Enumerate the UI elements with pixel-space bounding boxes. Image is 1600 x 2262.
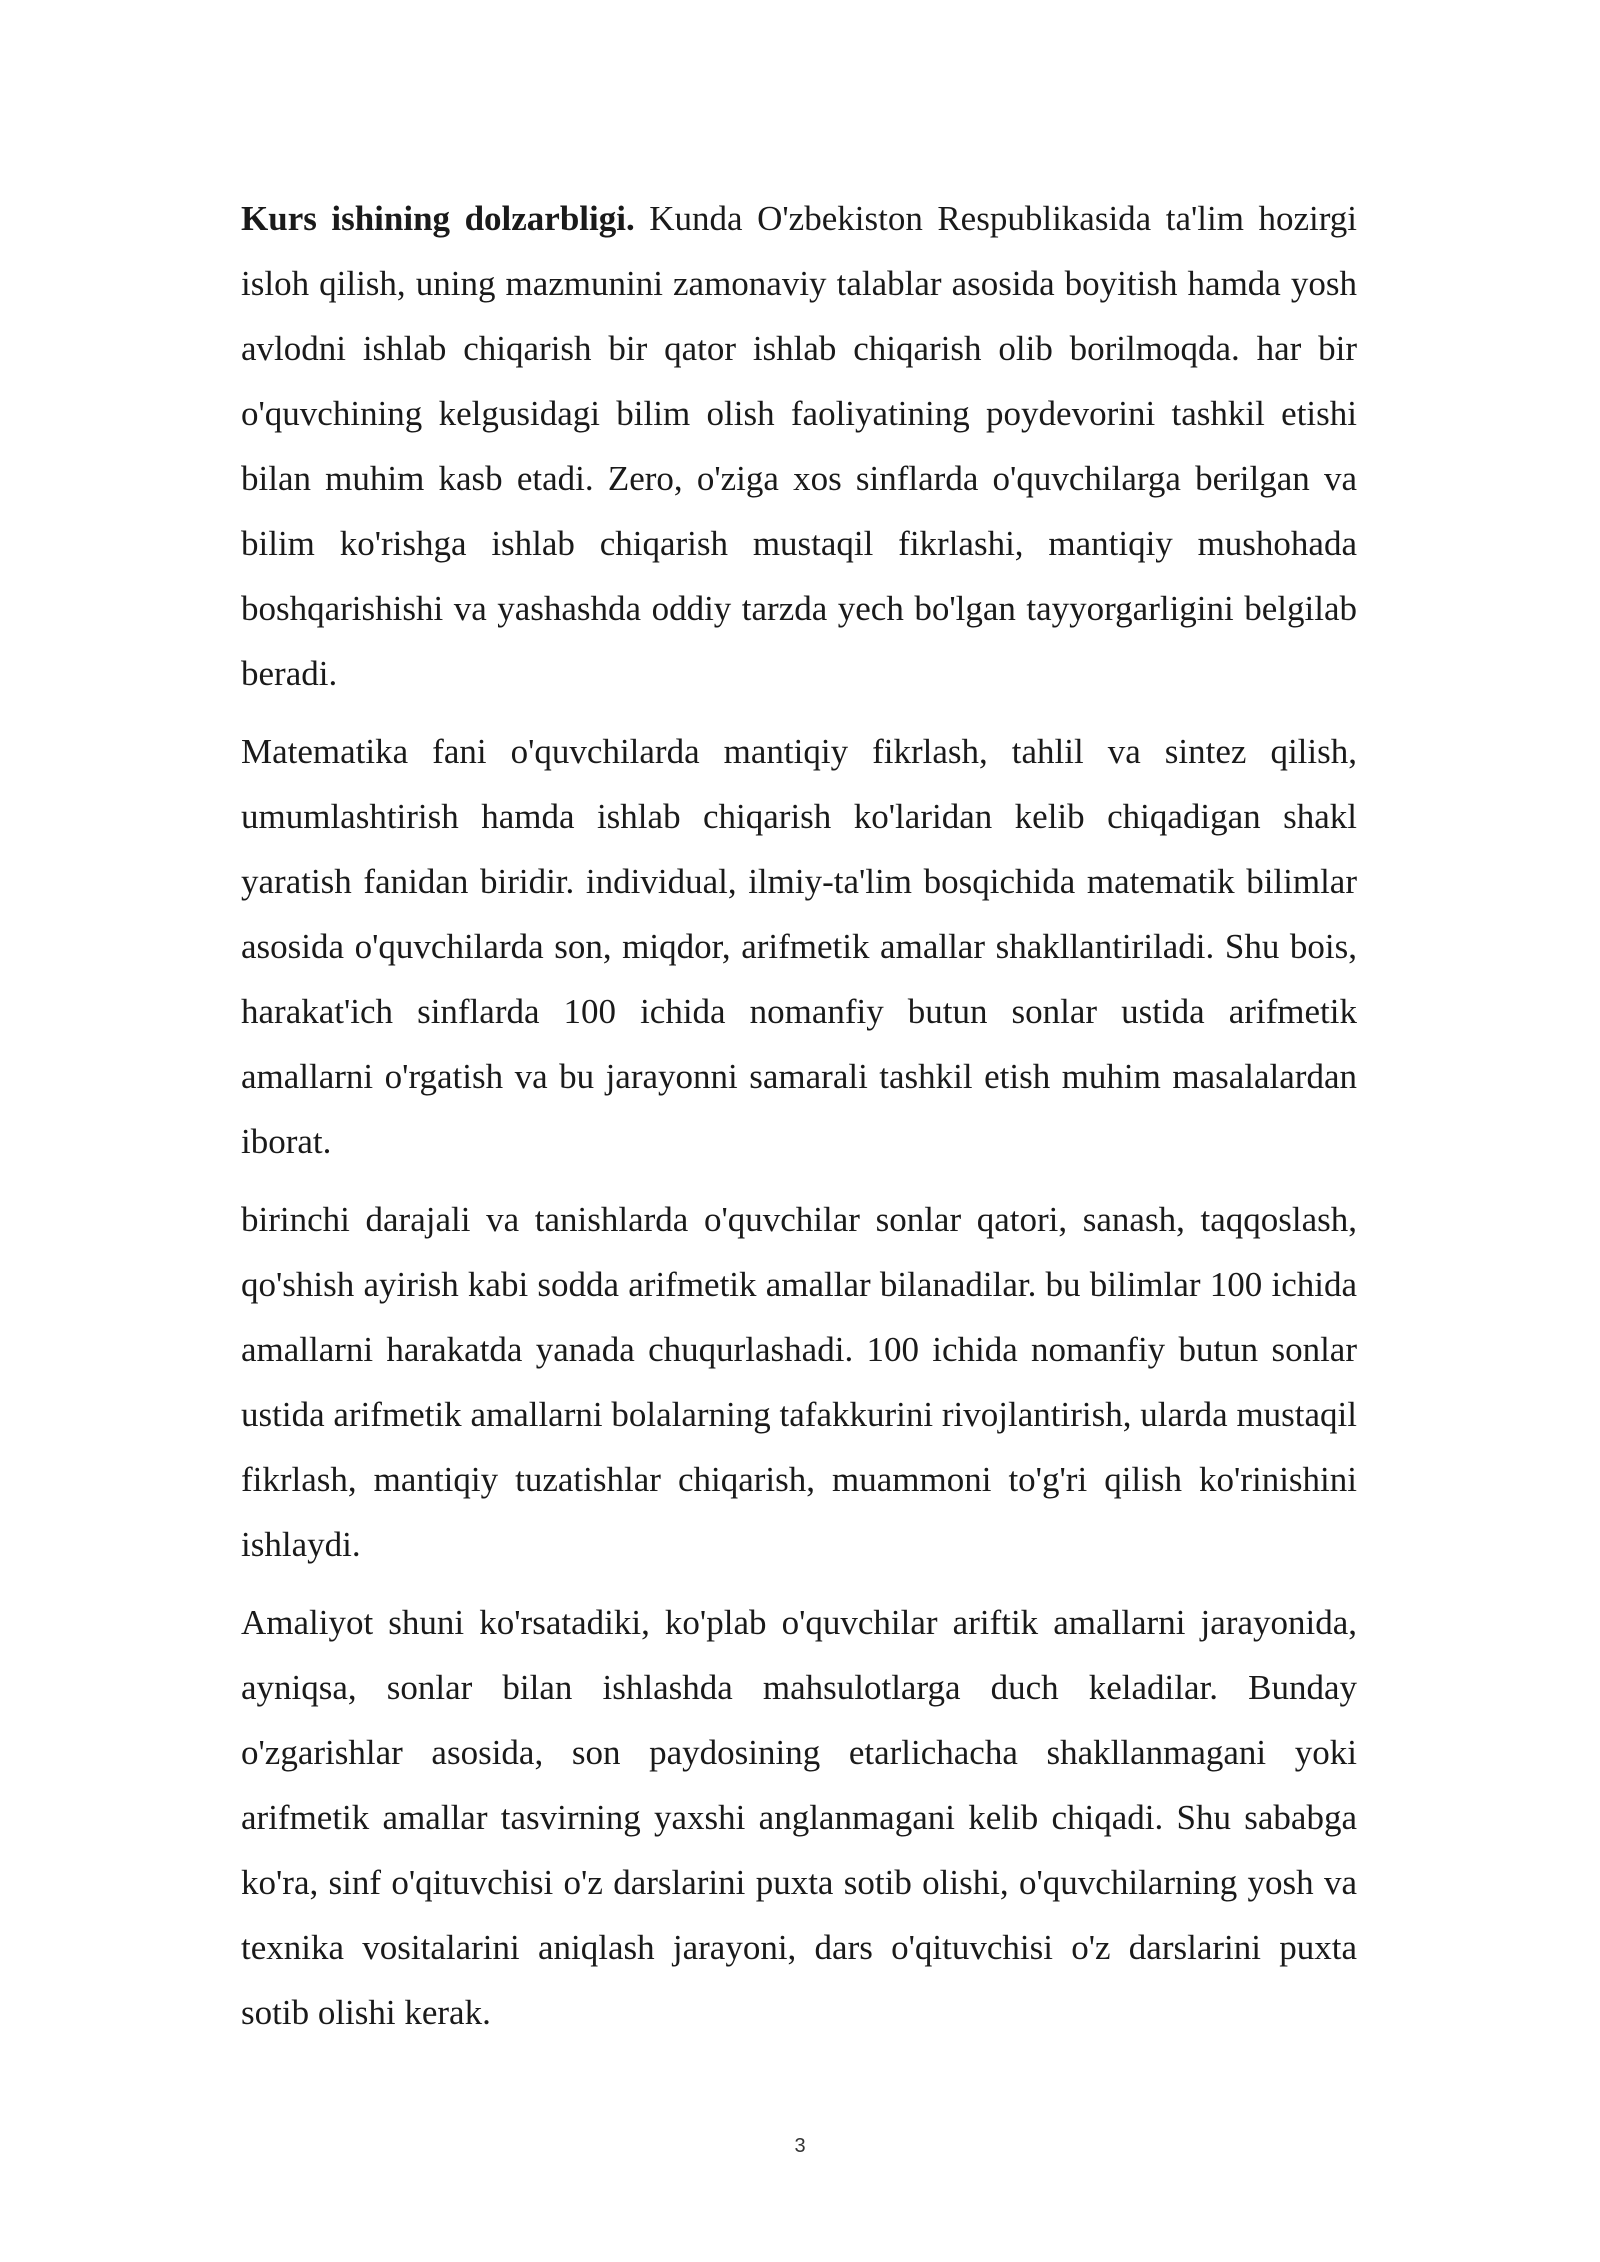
paragraph-mathematics (241, 719, 1357, 1174)
paragraph-text: Kunda O'zbekiston Respublikasida ta'lim hozirgi isloh qilish, uning mazmunini zamonaviy talablar asosida boyitish hamda yosh avlodni ishlab chiqarish bir qator ishlab chiqarish olib borilmoqda. har bir o'quvchining kelgusidagi bilim olish faoliyatining poydevorini tashkil etishi bilan muhim kasb etadi. Zero, o'ziga xos sinflarda o'quvchilarga berilgan va bilim ko'rishga ishlab chiqarish mustaqil fikrlashi, mantiqiy mushohada boshqarishishi va yashashda oddiy tarzda yech bo'lgan tayyorgarligini belgilab beradi. (241, 199, 1357, 693)
paragraph-first-level (241, 1187, 1357, 1577)
page-number: 3 (794, 2135, 806, 2157)
page-body (241, 186, 1357, 2058)
paragraph-text: Matematika fani o'quvchilarda mantiqiy fikrlash, tahlil va sintez qilish, umumlashtirish hamda ishlab chiqarish ko'laridan kelib chiqadigan shakl yaratish fanidan biridir. individual, ilmiy-ta'lim bosqichida matematik bilimlar asosida o'quvchilarda son, miqdor, arifmetik amallar shakllantiriladi. Shu bois, harakat'ich sinflarda 100 ichida nomanfiy butun sonlar ustida arifmetik amallarni o'rgatish va bu jarayonni samarali tashkil etish muhim masalalardan iborat. (241, 732, 1357, 1161)
paragraph-lead-heading: Kurs ishining dolzarbligi. (241, 199, 635, 238)
paragraph-text: Amaliyot shuni ko'rsatadiki, ko'plab o'quvchilar ariftik amallarni jarayonida, ayniqsa, sonlar bilan ishlashda mahsulotlarga duch keladilar. Bunday o'zgarishlar asosida, son paydosining etarlichacha shakllanmagani yoki arifmetik amallar tasvirning yaxshi anglanmagani kelib chiqadi. Shu sababga ko'ra, sinf o'qituvchisi o'z darslarini puxta sotib olishi, o'quvchilarning yosh va texnika vositalarini aniqlash jarayoni, dars o'qituvchisi o'z darslarini puxta sotib olishi kerak. (241, 1603, 1357, 2032)
paragraph-relevance (241, 186, 1357, 706)
paragraph-practice (241, 1590, 1357, 2045)
paragraph-text: birinchi darajali va tanishlarda o'quvchilar sonlar qatori, sanash, taqqoslash, qo'shish ayirish kabi sodda arifmetik amallar bilanadilar. bu bilimlar 100 ichida amallarni harakatda yanada chuqurlashadi. 100 ichida nomanfiy butun sonlar ustida arifmetik amallarni bolalarning tafakkurini rivojlantirish, ularda mustaqil fikrlash, mantiqiy tuzatishlar chiqarish, muammoni to'g'ri qilish ko'rinishini ishlaydi. (241, 1200, 1357, 1564)
